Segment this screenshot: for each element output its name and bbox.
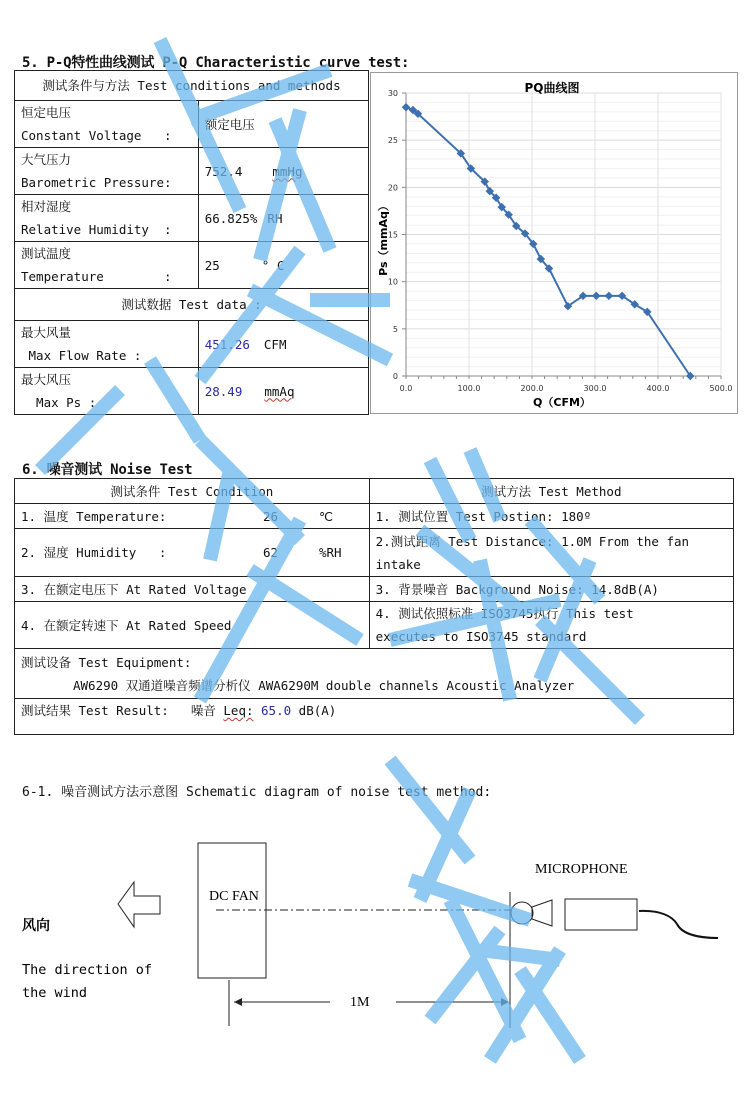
svg-text:300.0: 300.0 (583, 384, 607, 393)
row-value: 25 (204, 257, 220, 273)
table-row (15, 699, 734, 735)
svg-text:500.0: 500.0 (709, 384, 733, 393)
table-row (15, 504, 734, 529)
wind-direction-cn-label: 风向 (22, 918, 50, 934)
row-value: 66.825% (204, 210, 258, 226)
condition-value: 26 (263, 508, 279, 524)
row-label-en (21, 391, 192, 414)
section61-title: 6-1. 噪音测试方法示意图 Schematic diagram of noise test method: (22, 785, 492, 800)
max-ps-label: Max Ps : (21, 395, 97, 410)
row-label-cn: 最大风量 (21, 325, 72, 340)
distance-label: 1M (350, 995, 370, 1010)
pq-chart-svg (371, 73, 737, 413)
wind-direction-arrow-icon (118, 882, 160, 927)
x-axis-label: Q（CFM） (533, 396, 591, 409)
row-label-en: Constant Voltage : (21, 128, 172, 143)
analyzer-box (565, 899, 637, 930)
equipment-label: 测试设备 Test Equipment: (21, 654, 192, 670)
row-unit: CFM (263, 336, 287, 352)
row-label-cn: 相对湿度 (21, 199, 72, 214)
table-row (15, 148, 369, 195)
row-label-cn: 大气压力 (21, 152, 72, 167)
max-ps-value: 28.49 (204, 383, 243, 399)
svg-text:5: 5 (392, 324, 398, 334)
row-label-en: Max Flow Rate : (21, 348, 142, 363)
row-label-cn: 测试温度 (21, 246, 72, 261)
row-label-en: Barometric Pressure: (21, 175, 172, 190)
condition-text: 1. 温度 Temperature: (21, 508, 167, 524)
method-text: 2.测试距离 Test Distance: 1.0M From the fan (375, 533, 690, 549)
wind-direction-en-line2: the wind (22, 985, 88, 1001)
test-data-header: 测试数据 Test data : (15, 289, 369, 321)
arrowhead-right-icon (501, 998, 509, 1006)
svg-text:20: 20 (387, 183, 398, 193)
noise-test-schematic (0, 830, 750, 1050)
chart-grid (406, 93, 721, 376)
dc-fan-label: DC FAN (209, 889, 259, 904)
svg-text:30: 30 (387, 89, 398, 98)
wind-direction-en-line1: The direction of (22, 962, 153, 978)
table-row (15, 368, 369, 415)
table-row (15, 529, 734, 577)
row-unit: mmAq (264, 383, 295, 399)
condition-unit: ℃ (319, 508, 334, 524)
method-text: 4. 测试依照标准 ISO3745执行 This test (375, 606, 634, 621)
svg-text:15: 15 (387, 230, 398, 240)
row-value: 752.4 (204, 163, 243, 179)
result-unit: dB(A) (298, 703, 337, 718)
noise-test-table (14, 478, 734, 735)
row-label-cn: 恒定电压 (21, 105, 72, 120)
section6-title: 6. 噪音测试 Noise Test (22, 462, 193, 478)
pq-curve-line (406, 107, 690, 376)
row-label-cn: 最大风压 (21, 372, 72, 387)
condition-text: 3. 在额定电压下 At Rated Voltage (21, 581, 247, 597)
condition-text: 2. 湿度 Humidity : (21, 545, 167, 560)
method-text-cont: executes to ISO3745 standard (375, 629, 587, 644)
condition-value: 62 (263, 545, 279, 560)
microphone-body-icon (532, 900, 552, 926)
method-text-cont: intake (375, 556, 421, 572)
row-label-en: Temperature : (21, 269, 172, 284)
y-axis-label: Ps（mmAq） (377, 200, 390, 276)
result-value: 65.0 (261, 703, 292, 718)
svg-text:25: 25 (387, 136, 398, 146)
table-row (15, 602, 734, 649)
chart-title: PQ曲线图 (524, 81, 580, 95)
table-row (15, 101, 369, 148)
table-row (15, 242, 369, 289)
microphone-label: MICROPHONE (535, 862, 628, 877)
table-row (15, 649, 734, 699)
table-row (15, 195, 369, 242)
result-leq-label: Leq: (223, 703, 254, 718)
conditions-header: 测试条件与方法 Test conditions and methods (15, 71, 369, 101)
condition-text: 4. 在额定转速下 At Rated Speed (21, 617, 232, 633)
method-header: 测试方法 Test Method (369, 479, 733, 504)
svg-text:0: 0 (392, 372, 398, 381)
condition-unit: %RH (319, 545, 342, 560)
arrowhead-left-icon (234, 998, 242, 1006)
row-label-en: Relative Humidity : (21, 222, 172, 237)
table-row (15, 321, 369, 368)
svg-text:0.0: 0.0 (399, 384, 413, 393)
row-unit: ° C (261, 257, 285, 273)
row-unit: RH (267, 210, 283, 226)
max-flow-value: 451.26 (204, 336, 250, 352)
section5-title: 5. P-Q特性曲线测试 P-Q Characteristic curve test: (22, 55, 410, 71)
microphone-cable (639, 911, 718, 938)
svg-text:10: 10 (387, 277, 398, 287)
row-unit: mmHg (272, 163, 303, 179)
method-text: 3. 背景噪音 Background Noise: 14.8dB(A) (375, 581, 659, 597)
result-label: 测试结果 Test Result: (21, 703, 169, 718)
pq-chart (370, 72, 738, 414)
condition-header: 测试条件 Test Condition (15, 479, 370, 504)
pq-conditions-table (14, 70, 369, 415)
equipment-value: AW6290 双通道噪音频谱分析仪 AWA6290M double channels Acoustic Analyzer (73, 677, 575, 693)
row-value: 额定电压 (204, 116, 255, 132)
table-row (15, 577, 734, 602)
svg-text:400.0: 400.0 (646, 384, 670, 393)
method-text: 1. 测试位置 Test Postion: 180º (375, 508, 592, 524)
svg-text:100.0: 100.0 (457, 384, 481, 393)
microphone-head-icon (511, 902, 533, 924)
svg-text:200.0: 200.0 (520, 384, 544, 393)
result-noise-label: 噪音 (190, 703, 216, 718)
